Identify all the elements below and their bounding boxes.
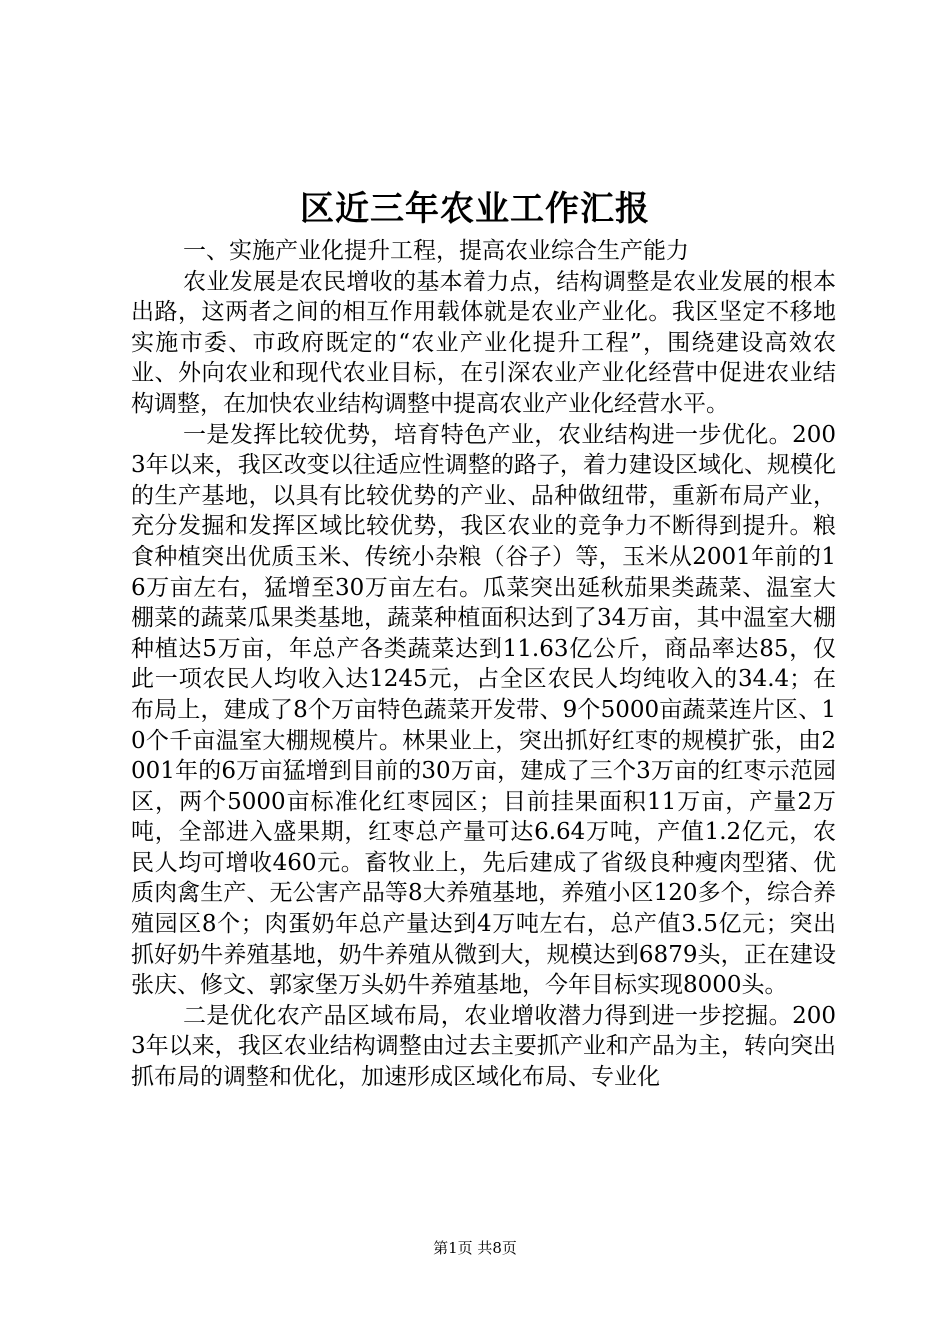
document-body xyxy=(131,236,836,1093)
paragraph: 农业发展是农民增收的基本着力点，结构调整是农业发展的根本出路，这两者之间的相互作用载体就是农业产业化。我区坚定不移地实施市委、市政府既定的“农业产业化提升工程”，围绕建设高效农业、外向农业和现代农业目标，在引深农业产业化经营中促进农业结构调整，在加快农业结构调整中提高农业产业化经营水平。 xyxy=(131,268,836,417)
page-footer: 第1页 共8页 xyxy=(433,1239,517,1257)
paragraph: 二是优化农产品区域布局，农业增收潜力得到进一步挖掘。2003年以来，我区农业结构调整由过去主要抓产业和产品为主，转向突出抓布局的调整和优化，加速形成区域化布局、专业化 xyxy=(131,1002,836,1091)
section-heading: 一、实施产业化提升工程，提高农业综合生产能力 xyxy=(183,238,689,264)
paragraph: 一是发挥比较优势，培育特色产业，农业结构进一步优化。2003年以来，我区改变以往适应性调整的路子，着力建设区域化、规模化的生产基地，以具有比较优势的产业、品种做纽带，重新布局产业，充分发掘和发挥区域比较优势，我区农业的竞争力不断得到提升。粮食种植突出优质玉米、传统小杂粮（谷子）等，玉米从2001年前的16万亩左右，猛增至30万亩左右。瓜菜突出延秋茄果类蔬菜、温室大棚菜的蔬菜瓜果类基地，蔬菜种植面积达到了34万亩，其中温室大棚种植达5万亩，年总产各类蔬菜达到11.63亿公斤，商品率达85，仅此一项农民人均收入达1245元，占全区农民人均纯收入的34.4；在布局上，建成了8个万亩特色蔬菜开发带、9个5000亩蔬菜连片区、10个千亩温室大棚规模片。林果业上，突出抓好红枣的规模扩张，由2001年的6万亩猛增到目前的30万亩，建成了三个3万亩的红枣示范园区，两个5000亩标准化红枣园区；目前挂果面积11万亩，产量2万吨，全部进入盛果期，红枣总产量可达6.64万吨，产值1.2亿元，农民人均可增收460元。畜牧业上，先后建成了省级良种瘦肉型猪、优质肉禽生产、无公害产品等8大养殖基地，养殖小区120多个，综合养殖园区8个；肉蛋奶年总产量达到4万吨左右，总产值3.5亿元；突出抓好奶牛养殖基地，奶牛养殖从微到大，规模达到6879头，正在建设张庆、修文、郭家堡万头奶牛养殖基地，今年目标实现8000头。 xyxy=(131,421,836,999)
document-title: 区近三年农业工作汇报 xyxy=(300,189,650,229)
